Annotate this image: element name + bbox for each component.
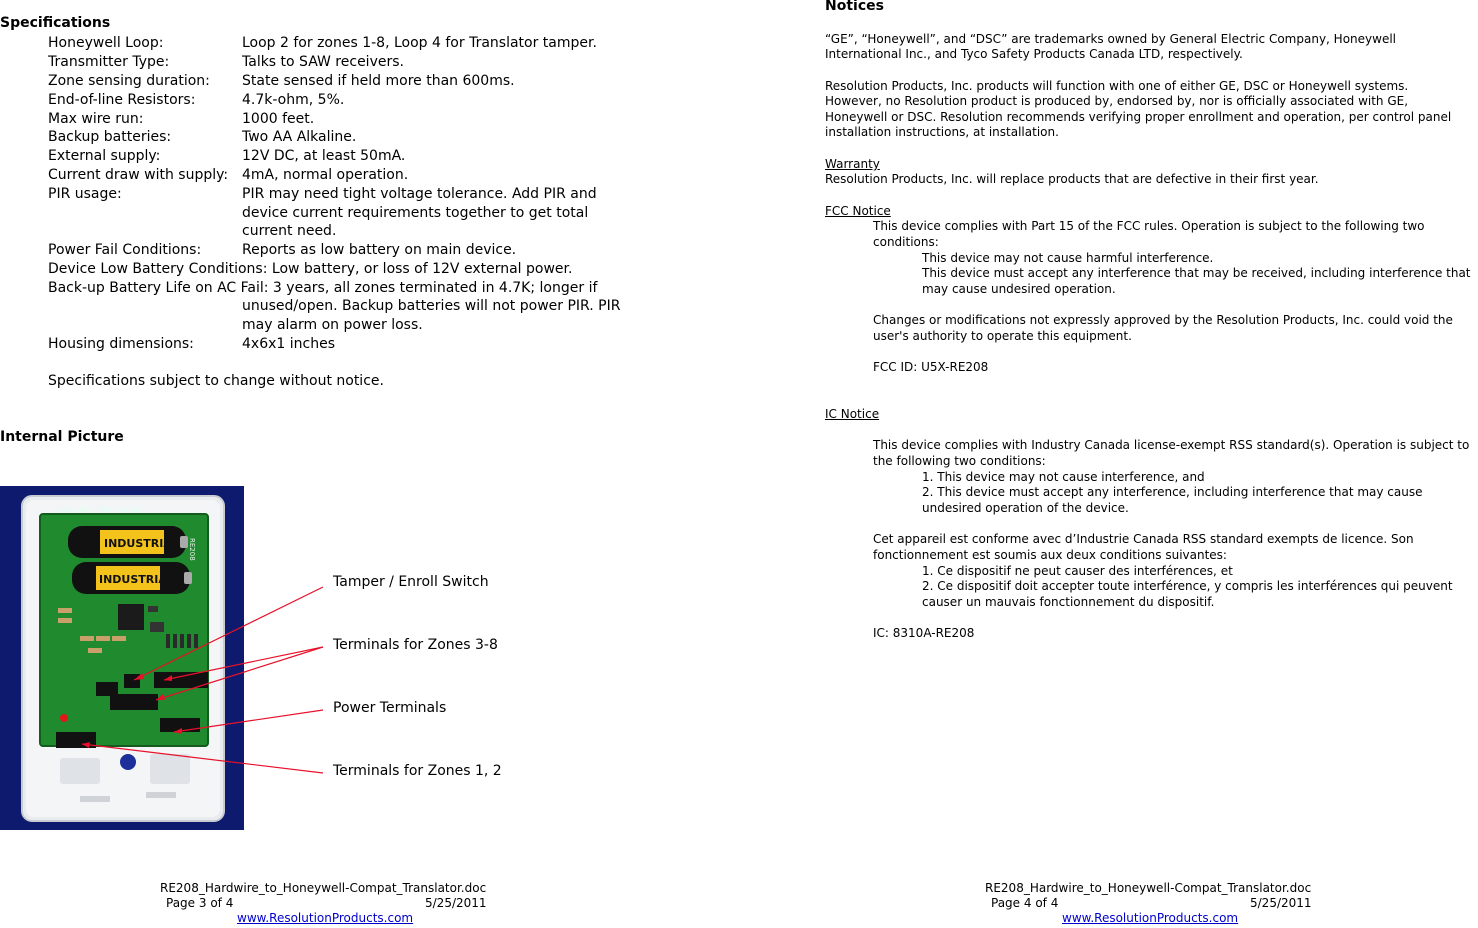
spec-label: Honeywell Loop: [48, 35, 164, 51]
ic-condition: 1. This device may not cause interference, and [922, 470, 1205, 484]
ic-text: the following two conditions: [873, 454, 1046, 468]
ic-french-text: fonctionnement est soumis aux deux conditions suivantes: [873, 548, 1227, 562]
ic-text: This device complies with Industry Canada license-exempt RSS standard(s). Operation is subject to [873, 438, 1470, 452]
spec-value: 4x6x1 inches [242, 336, 335, 352]
spec-value: 1000 feet. [242, 111, 315, 127]
footer-date: 5/25/2011 [1250, 896, 1312, 910]
photo-brand-text: Resolution Products, Inc. [58, 506, 145, 514]
ic-french-condition: 1. Ce dispositif ne peut causer des interférences, et [922, 564, 1233, 578]
footer-url [1062, 911, 1238, 926]
spec-label: Current draw with supply: [48, 167, 229, 183]
footer-page-number: Page 3 of 4 [166, 896, 234, 910]
footer-url [237, 911, 413, 926]
arrowhead [156, 694, 165, 700]
arrowhead [174, 728, 182, 734]
fcc-changes: Changes or modifications not expressly approved by the Resolution Products, Inc. could void the [873, 313, 1453, 327]
battery-2-label: INDUSTRIAL [99, 573, 174, 586]
spec-value: State sensed if held more than 600ms. [242, 73, 515, 89]
spec-value: Reports as low battery on main device. [242, 242, 517, 258]
spec-row-backup-life: Back-up Battery Life on AC Fail: 3 years, all zones terminated in 4.7K; longer if [48, 280, 598, 296]
warranty-heading: Warranty [825, 157, 880, 171]
ic-french-condition: 2. Ce dispositif doit accepter toute interférence, y compris les interférences qui peuvent [922, 579, 1453, 593]
spec-label: End-of-line Resistors: [48, 92, 196, 108]
spec-label: Backup batteries: [48, 129, 172, 145]
callout-line-zones38-b [156, 647, 323, 700]
arrowhead [134, 673, 144, 680]
callout-line-zones38-a [164, 647, 323, 680]
photo-model-text: RE208 [188, 538, 196, 561]
fcc-condition: This device must accept any interference that may be received, including interference that [922, 266, 1471, 280]
battery-1-label: INDUSTRIAL [104, 537, 179, 550]
spec-label: Housing dimensions: [48, 336, 194, 352]
callout-tamper-enroll-switch: Tamper / Enroll Switch [333, 574, 489, 590]
spec-value: Loop 2 for zones 1-8, Loop 4 for Translator tamper. [242, 35, 597, 51]
footer-page-number: Page 4 of 4 [991, 896, 1059, 910]
change-notice: Specifications subject to change without notice. [48, 373, 384, 389]
spec-value: 12V DC, at least 50mA. [242, 148, 406, 164]
page-4 [739, 0, 1478, 928]
footer-doc-name: RE208_Hardwire_to_Honeywell-Compat_Translator.doc [985, 881, 1312, 895]
callout-line-power [174, 710, 323, 732]
spec-label: Transmitter Type: [48, 54, 170, 70]
notice-trademark: International Inc., and Tyco Safety Products Canada LTD, respectively. [825, 47, 1243, 61]
ic-french-condition: causer un mauvais fonctionnement du dispositif. [922, 595, 1215, 609]
fcc-text: conditions: [873, 235, 939, 249]
spec-row-low-battery: Device Low Battery Conditions: Low battery, or loss of 12V external power. [48, 261, 573, 277]
notice-compatibility: However, no Resolution product is produced by, endorsed by, nor is officially associated with GE, [825, 94, 1409, 108]
fcc-condition: may cause undesired operation. [922, 282, 1116, 296]
spec-value: Two AA Alkaline. [242, 129, 357, 145]
fcc-text: This device complies with Part 15 of the FCC rules. Operation is subject to the following two [873, 219, 1425, 233]
footer-date: 5/25/2011 [425, 896, 487, 910]
spec-label: External supply: [48, 148, 161, 164]
spec-continuation: unused/open. Backup batteries will not power PIR. PIR [242, 298, 621, 314]
fcc-id: FCC ID: U5X-RE208 [873, 360, 989, 374]
ic-french-text: Cet appareil est conforme avec d’Industrie Canada RSS standard exempts de licence. Son [873, 532, 1414, 546]
fcc-condition: This device may not cause harmful interference. [922, 251, 1214, 265]
arrowhead [82, 742, 90, 748]
notices-heading: Notices [825, 0, 884, 14]
notice-compatibility: Resolution Products, Inc. products will function with one of either GE, DSC or Honeywell systems. [825, 79, 1409, 93]
spec-value: 4mA, normal operation. [242, 167, 409, 183]
fcc-changes: user's authority to operate this equipment. [873, 329, 1132, 343]
spec-label: Max wire run: [48, 111, 144, 127]
notice-compatibility: Honeywell or DSC. Resolution recommends verifying proper enrollment and operation, per control panel [825, 110, 1452, 124]
callout-line-zones12 [82, 744, 323, 773]
spec-continuation: current need. [242, 223, 337, 239]
spec-value: 4.7k-ohm, 5%. [242, 92, 345, 108]
spec-continuation: device current requirements together to get total [242, 205, 589, 221]
callout-terminals-zones-3-8: Terminals for Zones 3-8 [333, 637, 498, 653]
arrowhead [164, 675, 172, 681]
ic-id: IC: 8310A-RE208 [873, 626, 975, 640]
ic-condition: 2. This device must accept any interference, including interference that may cause [922, 485, 1423, 499]
notice-compatibility: installation instructions, at installation. [825, 125, 1059, 139]
callout-power-terminals: Power Terminals [333, 700, 447, 716]
warranty-text: Resolution Products, Inc. will replace products that are defective in their first year. [825, 172, 1319, 186]
notice-trademark: “GE”, “Honeywell”, and “DSC” are trademarks owned by General Electric Company, Honeywell [825, 32, 1396, 46]
ic-notice-heading: IC Notice [825, 407, 880, 421]
footer-url-link[interactable]: www.ResolutionProducts.com [237, 911, 414, 925]
internal-picture-heading: Internal Picture [0, 429, 124, 445]
specifications-heading: Specifications [0, 15, 111, 31]
spec-label: Power Fail Conditions: [48, 242, 202, 258]
fcc-notice-heading: FCC Notice [825, 204, 891, 218]
footer-url-link[interactable]: www.ResolutionProducts.com [1062, 911, 1239, 925]
footer-doc-name: RE208_Hardwire_to_Honeywell-Compat_Translator.doc [160, 881, 487, 895]
spec-label: PIR usage: [48, 186, 122, 202]
spec-value: PIR may need tight voltage tolerance. Add PIR and [242, 186, 597, 202]
spec-value: Talks to SAW receivers. [242, 54, 404, 70]
callout-terminals-zones-1-2: Terminals for Zones 1, 2 [333, 763, 502, 779]
ic-condition: undesired operation of the device. [922, 501, 1129, 515]
spec-continuation: may alarm on power loss. [242, 317, 423, 333]
spec-label: Zone sensing duration: [48, 73, 210, 89]
